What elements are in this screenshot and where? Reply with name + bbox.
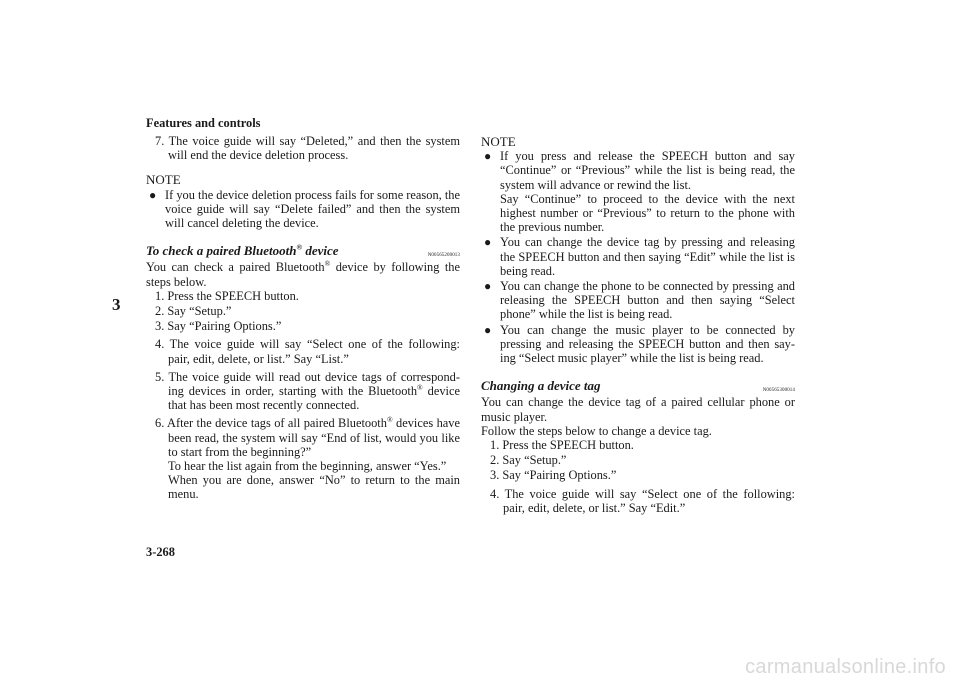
note-text: If you the device deletion process fails for some reason, the voice guide will say “Delete failed” and then the system will cancel deleting the device. bbox=[165, 187, 460, 231]
step-number: 2. bbox=[490, 453, 500, 468]
step-1 bbox=[146, 289, 460, 303]
registered-mark: ® bbox=[324, 259, 331, 269]
section-intro: You can change the device tag of a paired cellular phone or music player. bbox=[481, 395, 795, 424]
registered-mark: ® bbox=[386, 415, 393, 425]
heading-text: Changing a device tag bbox=[481, 378, 601, 394]
step-text: Say “Pairing Options.” bbox=[167, 319, 282, 334]
note-label: NOTE bbox=[481, 134, 516, 149]
step-2 bbox=[146, 304, 460, 318]
heading-text-end: device bbox=[302, 243, 339, 259]
registered-mark: ® bbox=[417, 382, 423, 392]
step-6 bbox=[146, 416, 460, 501]
step-number: 3. bbox=[155, 319, 165, 334]
note-bullet bbox=[481, 279, 795, 322]
step-5 bbox=[146, 370, 460, 413]
section-heading-change-tag bbox=[481, 379, 795, 393]
step-4 bbox=[481, 487, 795, 515]
step-1 bbox=[481, 438, 795, 452]
step-number: 2. bbox=[155, 304, 165, 319]
intro-text-end: device by following the steps below. bbox=[146, 260, 460, 289]
note-text: If you press and release the SPEECH button and say “Continue” or “Previous” while the list is being read, the system will advance or rewind the list. bbox=[500, 149, 795, 192]
section-code: N00565200013 bbox=[427, 253, 460, 259]
step-7 bbox=[146, 134, 460, 162]
watermark: carmanualsonline.info bbox=[745, 655, 946, 678]
step-text: Press the SPEECH button. bbox=[502, 438, 634, 453]
intro-text: You can check a paired Bluetooth bbox=[146, 260, 325, 275]
section-heading-check-paired bbox=[146, 244, 460, 258]
step-2 bbox=[481, 453, 795, 467]
note-bullet bbox=[146, 188, 460, 231]
step-text-end: device that has been most recently connected. bbox=[168, 384, 460, 413]
note-text: You can change the device tag by pressing and releasing the SPEECH button and then saying “Edit” while the list is being read. bbox=[500, 235, 795, 278]
bullet-dot-icon: ● bbox=[484, 322, 492, 337]
note-text-continued: Say “Continue” to proceed to the device with the next highest number or “Previous” to return to the phone with the previous number. bbox=[500, 191, 795, 235]
bullet-dot-icon: ● bbox=[484, 279, 492, 294]
left-column bbox=[146, 134, 460, 502]
step-number: 3. bbox=[490, 468, 500, 483]
section-intro bbox=[146, 260, 460, 288]
bullet-dot-icon: ● bbox=[484, 149, 492, 164]
note-text: You can change the music player to be connected by pressing and releasing the SPEECH button and then say-ing “Select music player” while the list is being read. bbox=[500, 322, 795, 366]
step-text: The voice guide will say “Select one of the following: pair, edit, delete, or list.” Say “List.” bbox=[168, 337, 461, 366]
step-text: Say “Setup.” bbox=[167, 304, 232, 319]
note-bullet bbox=[481, 235, 795, 278]
step-3 bbox=[481, 468, 795, 482]
step-text: Say “Pairing Options.” bbox=[502, 468, 617, 483]
step-4 bbox=[146, 337, 460, 365]
step-number: 7. bbox=[155, 134, 165, 148]
bullet-dot-icon: ● bbox=[149, 187, 157, 202]
heading-text: To check a paired Bluetooth bbox=[146, 243, 297, 259]
chapter-tab: 3 bbox=[112, 295, 121, 314]
step-number: 5. bbox=[155, 369, 165, 384]
note-bullet bbox=[481, 149, 795, 234]
step-text-end: devices have been read, the system will say “End of list, would you like to start from the beginning?” bbox=[168, 416, 460, 459]
note-label: NOTE bbox=[146, 172, 181, 188]
step-6-line-3: When you are done, answer “No” to return to the main menu. bbox=[168, 473, 460, 502]
step-3 bbox=[146, 319, 460, 333]
step-number: 6. bbox=[155, 416, 165, 431]
step-text: Say “Setup.” bbox=[502, 453, 567, 468]
right-column bbox=[481, 134, 795, 515]
step-text: The voice guide will say “Deleted,” and then the system will end the device deletion process. bbox=[168, 134, 461, 163]
page-number: 3-268 bbox=[146, 545, 175, 559]
step-number: 4. bbox=[155, 337, 165, 352]
step-text: The voice guide will read out device tags of correspond-ing devices in order, starting with the Bluetooth bbox=[168, 369, 460, 399]
step-text: After the device tags of all paired Bluetooth bbox=[167, 416, 387, 431]
step-number: 1. bbox=[155, 288, 165, 303]
step-number: 4. bbox=[490, 486, 500, 501]
bullet-dot-icon: ● bbox=[484, 235, 492, 250]
section-intro-2: Follow the steps below to change a device tag. bbox=[481, 423, 712, 438]
note-bullet bbox=[481, 323, 795, 366]
section-code: N00565300014 bbox=[762, 388, 795, 394]
step-number: 1. bbox=[490, 438, 500, 453]
step-6-line-2: To hear the list again from the beginning, answer “Yes.” bbox=[168, 459, 447, 474]
step-text: The voice guide will say “Select one of the following: pair, edit, delete, or list.” Say “Edit.” bbox=[503, 486, 796, 515]
step-text: Press the SPEECH button. bbox=[167, 288, 299, 303]
note-text: You can change the phone to be connected by pressing and releasing the SPEECH button and then saying “Select phone” while the list is being read. bbox=[500, 279, 795, 322]
registered-mark: ® bbox=[296, 242, 303, 252]
page-header: Features and controls bbox=[146, 116, 261, 130]
